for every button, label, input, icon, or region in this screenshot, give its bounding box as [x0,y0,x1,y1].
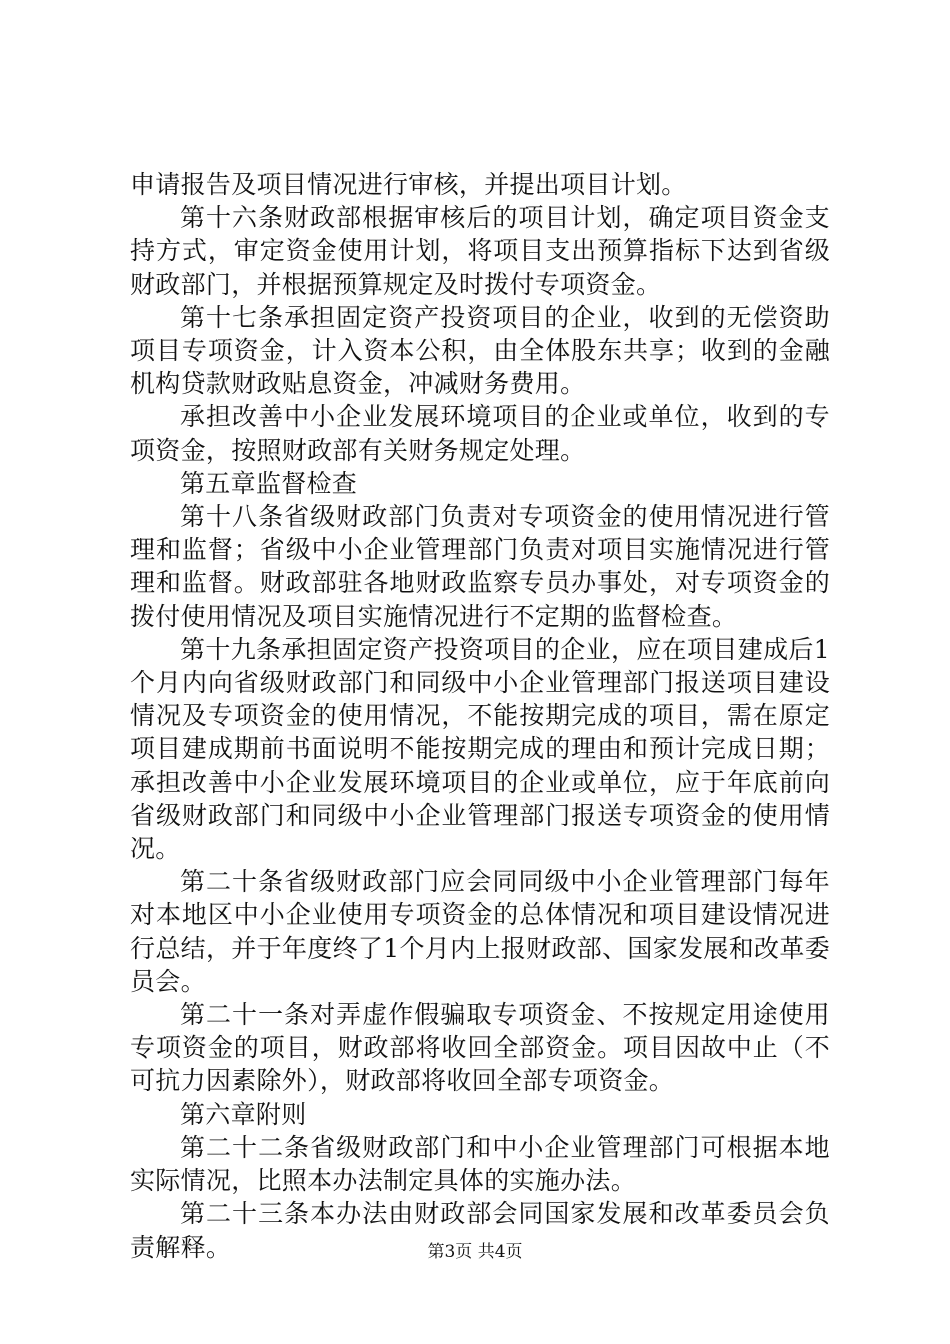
article-22: 第二十二条省级财政部门和中小企业管理部门可根据本地实际情况，比照本办法制定具体的实施办法。 [130,1132,830,1196]
article-21: 第二十一条对弄虚作假骗取专项资金、不按规定用途使用专项资金的项目，财政部将收回全部资金。项目因故中止（不可抗力因素除外），财政部将收回全部专项资金。 [130,1000,830,1096]
article-19: 第十九条承担固定资产投资项目的企业，应在项目建成后1个月内向省级财政部门和同级中小企业管理部门报送项目建设情况及专项资金的使用情况，不能按期完成的项目，需在原定项目建成期前书面说明不能按期完成的理由和预计完成日期；承担改善中小企业发展环境项目的企业或单位，应于年底前向省级财政部门和同级中小企业管理部门报送专项资金的使用情况。 [130,634,830,864]
article-23: 第二十三条本办法由财政部会同国家发展和改革委员会负责解释。 [130,1199,830,1262]
article-16: 第十六条财政部根据审核后的项目计划，确定项目资金支持方式，审定资金使用计划，将项目支出预算指标下达到省级财政部门，并根据预算规定及时拨付专项资金。 [130,203,830,299]
article-18: 第十八条省级财政部门负责对专项资金的使用情况进行管理和监督；省级中小企业管理部门负责对项目实施情况进行管理和监督。财政部驻各地财政监察专员办事处，对专项资金的拨付使用情况及项目实施情况进行不定期的监督检查。 [130,502,830,631]
document-body [130,168,830,1264]
article-17: 第十七条承担固定资产投资项目的企业，收到的无偿资助项目专项资金，计入资本公积，由全体股东共享；收到的金融机构贷款财政贴息资金，冲减财务费用。 [130,302,830,399]
page-number: 第3页 共4页 [427,1242,523,1262]
chapter-5-heading: 第五章监督检查 [180,468,358,498]
article-20: 第二十条省级财政部门应会同同级中小企业管理部门每年对本地区中小企业使用专项资金的总体情况和项目建设情况进行总结，并于年度终了1个月内上报财政部、国家发展和改革委员会。 [130,867,830,996]
article-17-clause-2: 承担改善中小企业发展环境项目的企业或单位，收到的专项资金，按照财政部有关财务规定处理。 [130,402,830,465]
paragraph-continuation: 申请报告及项目情况进行审核，并提出项目计划。 [130,170,687,199]
chapter-6-heading: 第六章附则 [180,1099,307,1129]
